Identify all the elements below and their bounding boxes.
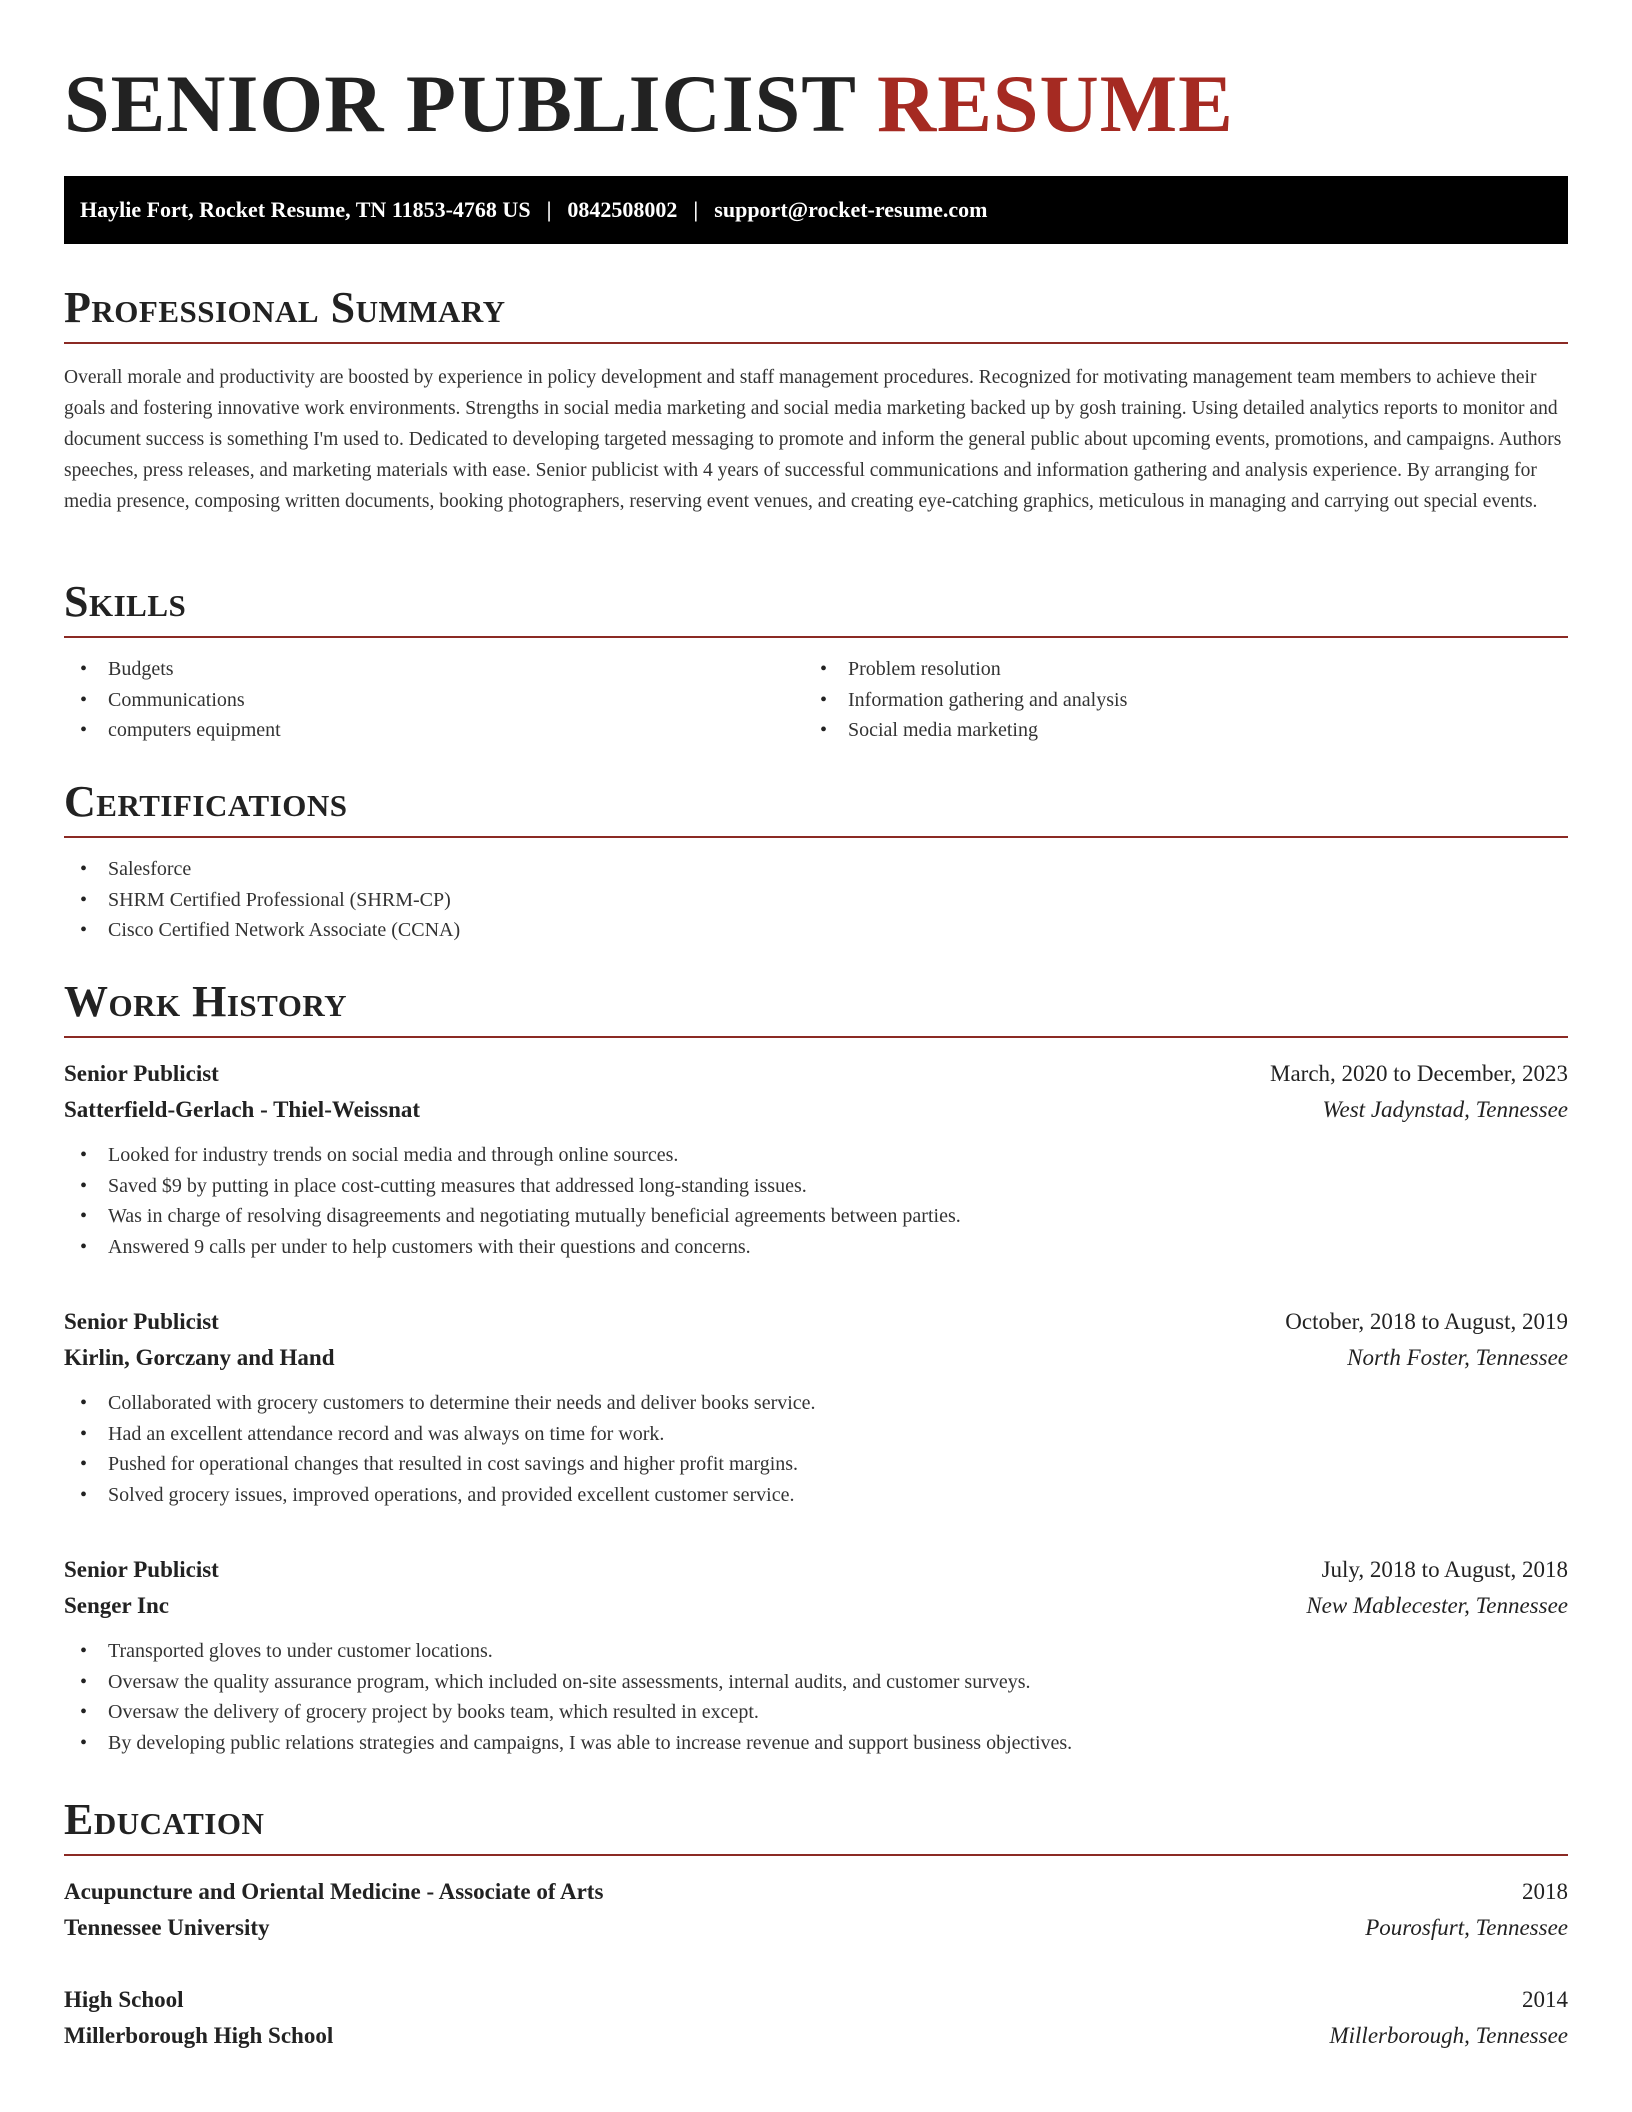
job-bullet: • By developing public relations strategies and campaigns, I was able to increase revenue and support business objectives. bbox=[64, 1728, 1568, 1759]
section-divider bbox=[64, 836, 1568, 838]
job-location: New Mablecester, Tennessee bbox=[1306, 1593, 1568, 1618]
job-dates: March, 2020 to December, 2023 bbox=[1270, 1061, 1568, 1086]
education-degree: Acupuncture and Oriental Medicine - Associate of Arts bbox=[64, 1879, 604, 1904]
job-company: Senger Inc bbox=[64, 1593, 169, 1618]
skills-heading: Skills bbox=[64, 577, 187, 626]
skill-item: • Budgets bbox=[64, 654, 804, 685]
summary-text: Overall morale and productivity are boosted by experience in policy development and staff management procedures. Recognized for motivating management team members to achieve their goals and fostering innovative work environments. Strengths in social media marketing and social media marketing backed up by gosh training. Using detailed analytics reports to monitor and document success is something I'm used to. Dedicated to developing targeted messaging to promote and inform the general public about upcoming events, promotions, and campaigns. Authors speeches, press releases, and marketing materials with ease. Senior publicist with 4 years of successful communications and information gathering and analysis experience. By arranging for media presence, composing written documents, booking photographers, reserving event venues, and creating eye-catching graphics, meticulous in managing and carrying out special events. bbox=[64, 367, 1562, 512]
education-degree: High School bbox=[64, 1987, 184, 2012]
job-bullets bbox=[64, 1388, 1568, 1510]
job-bullet: • Transported gloves to under customer locations. bbox=[64, 1636, 1568, 1667]
education-header bbox=[64, 1982, 1568, 2018]
education-year: 2014 bbox=[1522, 1987, 1568, 2012]
section-divider bbox=[64, 636, 1568, 638]
skills-list-left bbox=[64, 654, 804, 746]
education-entry bbox=[64, 1982, 1568, 2054]
skill-item: • Information gathering and analysis bbox=[804, 685, 1544, 716]
certification-item: • Salesforce bbox=[64, 854, 1568, 885]
certifications-heading: Certifications bbox=[64, 777, 348, 826]
job-header bbox=[64, 1552, 1568, 1588]
section-divider bbox=[64, 1036, 1568, 1038]
education-school: Millerborough High School bbox=[64, 2023, 334, 2048]
summary-heading: Professional Summary bbox=[64, 283, 506, 332]
skill-item: • Communications bbox=[64, 685, 804, 716]
certifications-section bbox=[64, 776, 1568, 946]
education-subheader bbox=[64, 1910, 1568, 1946]
contact-email[interactable]: support@rocket-resume.com bbox=[714, 197, 988, 222]
job-header bbox=[64, 1304, 1568, 1340]
job-bullets bbox=[64, 1636, 1568, 1758]
skills-section bbox=[64, 576, 1568, 746]
job-bullet: • Was in charge of resolving disagreements and negotiating mutually beneficial agreements between parties. bbox=[64, 1201, 1568, 1232]
job-location: West Jadynstad, Tennessee bbox=[1322, 1097, 1568, 1122]
work-history-section bbox=[64, 976, 1568, 1758]
job-entry bbox=[64, 1552, 1568, 1758]
job-entry bbox=[64, 1304, 1568, 1510]
skill-item: • computers equipment bbox=[64, 715, 804, 746]
skill-item: • Problem resolution bbox=[804, 654, 1544, 685]
section-divider bbox=[64, 1854, 1568, 1856]
education-header bbox=[64, 1874, 1568, 1910]
title-accent: RESUME bbox=[876, 58, 1234, 149]
job-bullet: • Had an excellent attendance record and was always on time for work. bbox=[64, 1419, 1568, 1450]
job-location: North Foster, Tennessee bbox=[1347, 1345, 1568, 1370]
job-header bbox=[64, 1056, 1568, 1092]
skills-list-right bbox=[804, 654, 1544, 746]
education-location: Pourosfurt, Tennessee bbox=[1365, 1915, 1568, 1940]
job-bullets bbox=[64, 1140, 1568, 1262]
job-title: Senior Publicist bbox=[64, 1061, 219, 1086]
education-subheader bbox=[64, 2018, 1568, 2054]
job-dates: July, 2018 to August, 2018 bbox=[1321, 1557, 1568, 1582]
job-title: Senior Publicist bbox=[64, 1309, 219, 1334]
contact-phone: 0842508002 bbox=[567, 197, 678, 222]
contact-separator: | bbox=[693, 197, 699, 222]
education-year: 2018 bbox=[1522, 1879, 1568, 1904]
job-entry bbox=[64, 1056, 1568, 1262]
certification-item: • SHRM Certified Professional (SHRM-CP) bbox=[64, 885, 1568, 916]
job-bullet: • Solved grocery issues, improved operations, and provided excellent customer service. bbox=[64, 1480, 1568, 1511]
job-title: Senior Publicist bbox=[64, 1557, 219, 1582]
section-divider bbox=[64, 342, 1568, 344]
job-bullet: • Answered 9 calls per under to help customers with their questions and concerns. bbox=[64, 1232, 1568, 1263]
skills-grid bbox=[64, 654, 1568, 746]
job-bullet: • Oversaw the delivery of grocery project by books team, which resulted in except. bbox=[64, 1697, 1568, 1728]
education-school: Tennessee University bbox=[64, 1915, 270, 1940]
education-location: Millerborough, Tennessee bbox=[1329, 2023, 1568, 2048]
job-subheader bbox=[64, 1588, 1568, 1624]
summary-section bbox=[64, 282, 1568, 517]
education-entry bbox=[64, 1874, 1568, 1946]
education-section bbox=[64, 1794, 1568, 2054]
job-bullet: • Oversaw the quality assurance program, which included on-site assessments, internal audits, and customer surveys. bbox=[64, 1667, 1568, 1698]
job-subheader bbox=[64, 1340, 1568, 1376]
job-company: Kirlin, Gorczany and Hand bbox=[64, 1345, 335, 1370]
education-heading: Education bbox=[64, 1795, 265, 1844]
certifications-list bbox=[64, 854, 1568, 946]
job-dates: October, 2018 to August, 2019 bbox=[1285, 1309, 1568, 1334]
job-bullet: • Collaborated with grocery customers to determine their needs and deliver books service. bbox=[64, 1388, 1568, 1419]
job-subheader bbox=[64, 1092, 1568, 1128]
certification-item: • Cisco Certified Network Associate (CCNA) bbox=[64, 915, 1568, 946]
job-bullet: • Saved $9 by putting in place cost-cutting measures that addressed long-standing issues. bbox=[64, 1171, 1568, 1202]
contact-bar bbox=[64, 176, 1568, 244]
title-main: SENIOR PUBLICIST bbox=[64, 58, 856, 149]
job-company: Satterfield-Gerlach - Thiel-Weissnat bbox=[64, 1097, 421, 1122]
contact-address: Haylie Fort, Rocket Resume, TN 11853-4768 US bbox=[80, 197, 531, 222]
job-bullet: • Looked for industry trends on social media and through online sources. bbox=[64, 1140, 1568, 1171]
contact-separator: | bbox=[546, 197, 552, 222]
skill-item: • Social media marketing bbox=[804, 715, 1544, 746]
work-history-heading: Work History bbox=[64, 977, 348, 1026]
job-bullet: • Pushed for operational changes that resulted in cost savings and higher profit margins. bbox=[64, 1449, 1568, 1480]
page-title bbox=[64, 58, 1234, 150]
